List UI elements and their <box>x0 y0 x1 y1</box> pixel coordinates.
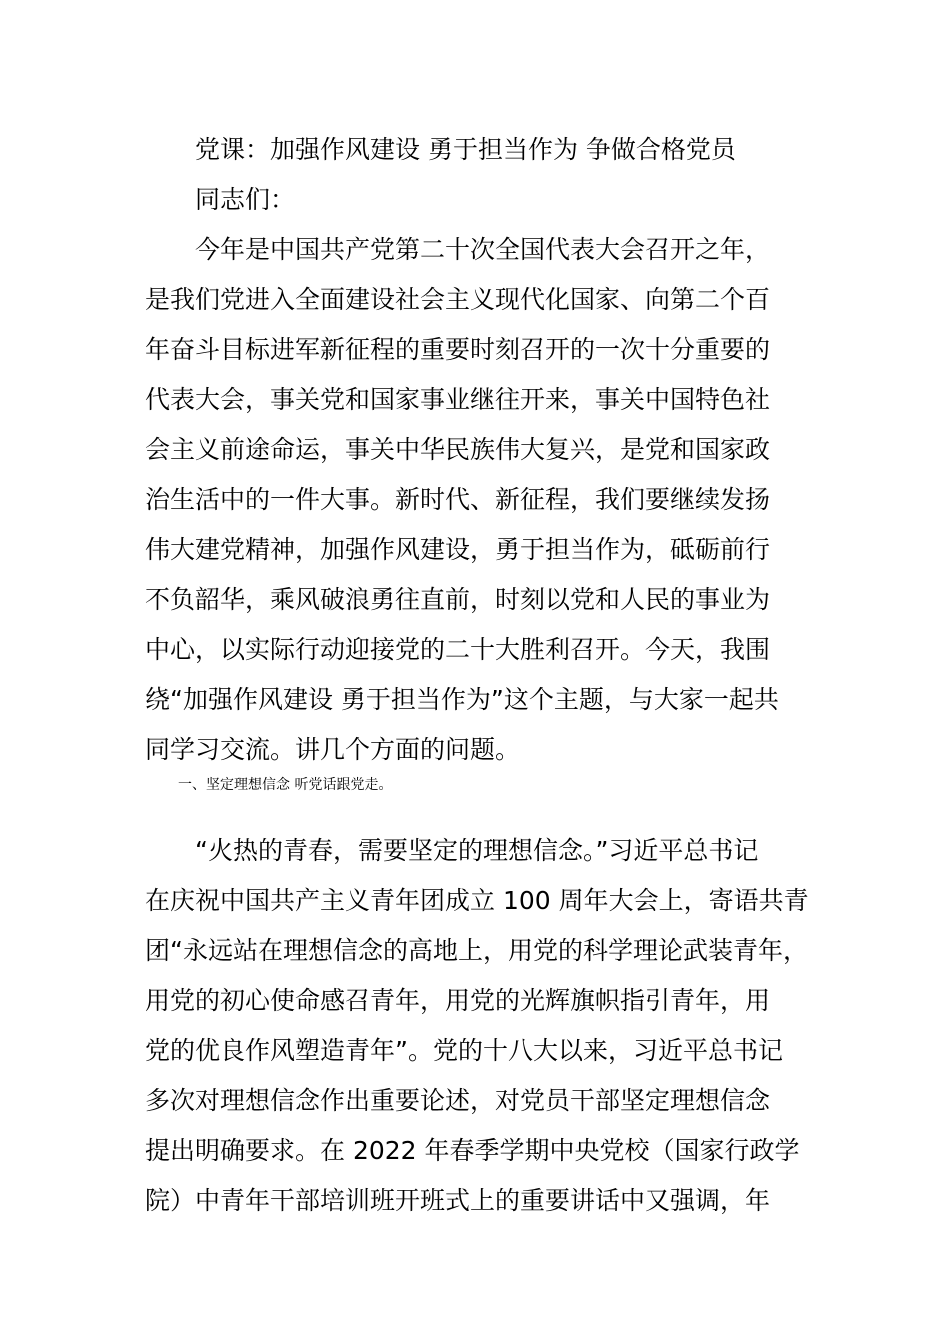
paragraph-line: 不负韶华，乘风破浪勇往直前，时刻以党和人民的事业为 <box>145 585 771 614</box>
paragraph-line: 是我们党进入全面建设社会主义现代化国家、向第二个百 <box>145 285 771 314</box>
paragraph-line: 会主义前途命运，事关中华民族伟大复兴，是党和国家政 <box>145 435 771 464</box>
paragraph-line: 中心，以实际行动迎接党的二十大胜利召开。今天，我围 <box>145 635 771 664</box>
paragraph-line: 今年是中国共产党第二十次全国代表大会召开之年， <box>195 235 771 264</box>
paragraph-line: 绕“加强作风建设 勇于担当作为”这个主题，与大家一起共 <box>145 685 779 714</box>
paragraph-section-one <box>145 826 845 1226</box>
paragraph-line: “火热的青春，需要坚定的理想信念。”习近平总书记 <box>195 836 759 865</box>
paragraph-line: 提出明确要求。在 2022 年春季学期中央党校（国家行政学 <box>145 1136 800 1165</box>
paragraph-line: 年奋斗目标进军新征程的重要时刻召开的一次十分重要的 <box>145 335 771 364</box>
paragraph-intro <box>145 225 845 775</box>
paragraph-line: 治生活中的一件大事。新时代、新征程，我们要继续发扬 <box>145 485 771 514</box>
paragraph-line: 伟大建党精神，加强作风建设，勇于担当作为，砥砺前行 <box>145 535 771 564</box>
paragraph-line: 在庆祝中国共产主义青年团成立 100 周年大会上，寄语共青 <box>145 886 809 915</box>
document-title: 党课：加强作风建设 勇于担当作为 争做合格党员 <box>195 135 736 164</box>
section-heading: 一、坚定理想信念 听党话跟党走。 <box>178 777 393 793</box>
paragraph-line: 同学习交流。讲几个方面的问题。 <box>145 735 521 764</box>
paragraph-line: 多次对理想信念作出重要论述，对党员干部坚定理想信念 <box>145 1086 771 1115</box>
paragraph-line: 用党的初心使命感召青年，用党的光辉旗帜指引青年，用 <box>145 986 771 1015</box>
greeting: 同志们： <box>195 185 296 214</box>
paragraph-line: 代表大会，事关党和国家事业继往开来，事关中国特色社 <box>145 385 771 414</box>
paragraph-line: 团“永远站在理想信念的高地上，用党的科学理论武装青年， <box>145 936 808 965</box>
paragraph-line: 党的优良作风塑造青年”。党的十八大以来，习近平总书记 <box>145 1036 783 1065</box>
paragraph-line: 院）中青年干部培训班开班式上的重要讲话中又强调，年 <box>145 1186 771 1215</box>
